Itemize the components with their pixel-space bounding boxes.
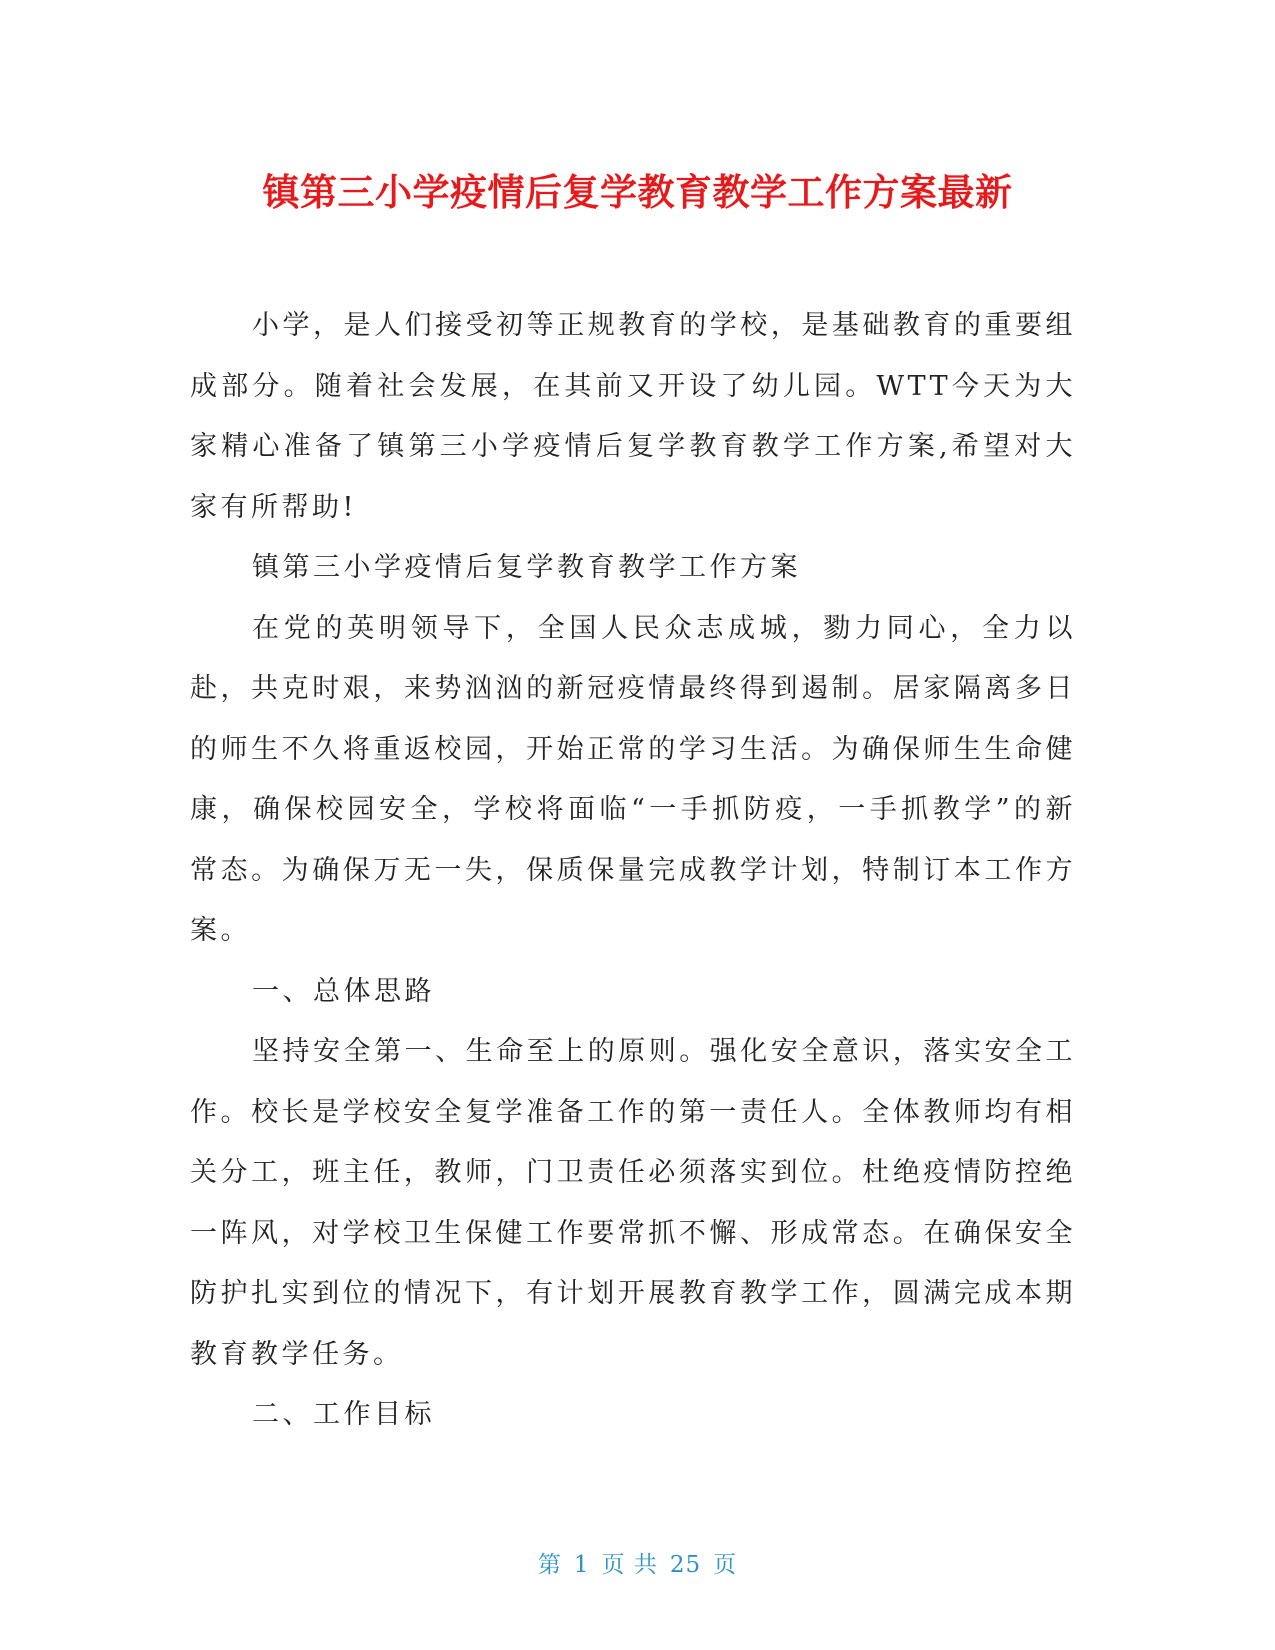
footer-prefix: 第 — [537, 1552, 562, 1578]
paragraph-subtitle: 镇第三小学疫情后复学教育教学工作方案 — [252, 552, 801, 583]
footer-suffix: 页 — [713, 1552, 738, 1578]
paragraph-section-1: 坚持安全第一、生命至上的原则。强化安全意识，落实安全工作。校长是学校安全复学准备工作的第一责任人。全体教师均有相关分工，班主任，教师，门卫责任必须落实到位。杜绝疫情防控绝一阵风，对学校卫生保健工作要常抓不懈、形成常态。在确保安全防护扎实到位的情况下，有计划开展教育教学工作，圆满完成本期教育教学任务。 — [190, 1036, 1076, 1370]
section-heading-2: 二、工作目标 — [252, 1399, 435, 1430]
document-body — [190, 296, 1076, 1446]
section-heading-1: 一、总体思路 — [252, 975, 435, 1007]
footer-mid: 页 共 — [601, 1552, 658, 1578]
paragraph-preface: 在党的英明领导下，全国人民众志成城，勠力同心，全力以赴，共克时艰，来势汹汹的新冠疫情最终得到遏制。居家隔离多日的师生不久将重返校园，开始正常的学习生活。为确保师生生命健康，确保校园安全，学校将面临“一手抓防疫，一手抓教学”的新常态。为确保万无一失，保质保量完成教学计划，特制订本工作方案。 — [190, 612, 1076, 946]
footer-page-number: 1 — [573, 1552, 590, 1578]
footer-total-pages: 25 — [669, 1552, 702, 1578]
page-footer — [0, 1546, 1275, 1579]
document-title: 镇第三小学疫情后复学教育教学工作方案最新 — [262, 171, 1013, 214]
paragraph-intro: 小学，是人们接受初等正规教育的学校，是基础教育的重要组成部分。随着社会发展，在其前又开设了幼儿园。WTT今天为大家精心准备了镇第三小学疫情后复学教育教学工作方案,希望对大家有所帮助! — [190, 310, 1076, 523]
